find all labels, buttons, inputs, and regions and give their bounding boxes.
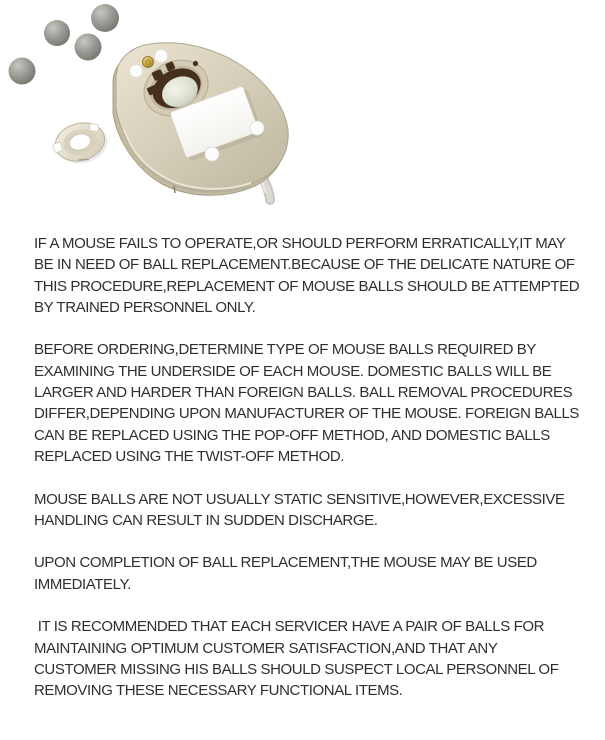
foot-front-right: [155, 50, 168, 63]
mouse-photo: [0, 0, 340, 215]
text-line: DIFFER,DEPENDING UPON MANUFACTURER OF THE MOUSE. FOREIGN BALLS: [34, 405, 579, 423]
mouse-ball-bottom-left: [9, 58, 36, 85]
text-line: REPLACED USING THE TWIST-OFF METHOD.: [34, 447, 345, 465]
text-line: HANDLING CAN RESULT IN SUDDEN DISCHARGE.: [34, 511, 378, 529]
paragraph-recommendation: [34, 616, 594, 701]
paragraph-ordering: [34, 339, 594, 467]
paragraph-completion: [34, 552, 594, 595]
text-line: IT IS RECOMMENDED THAT EACH SERVICER HAVE A PAIR OF BALLS FOR: [34, 618, 545, 636]
foot-rear-bottom: [205, 147, 219, 161]
text-line: LARGER AND HARDER THAN FOREIGN BALLS. BALL REMOVAL PROCEDURES: [34, 384, 573, 402]
text-line: BEFORE ORDERING,DETERMINE TYPE OF MOUSE BALLS REQUIRED BY: [34, 341, 537, 359]
text-line: IF A MOUSE FAILS TO OPERATE,OR SHOULD PERFORM ERRATICALLY,IT MAY: [34, 235, 566, 252]
case-notch: [174, 186, 175, 193]
text-line: EXAMINING THE UNDERSIDE OF EACH MOUSE. DOMESTIC BALLS WILL BE: [34, 362, 552, 380]
text-line: MOUSE BALLS ARE NOT USUALLY STATIC SENSITIVE,HOWEVER,EXCESSIVE: [34, 490, 565, 508]
memo-text: [34, 233, 594, 723]
paragraph-intro: [34, 233, 594, 318]
paragraph-static: [34, 489, 594, 532]
text-line: BY TRAINED PERSONNEL ONLY.: [34, 298, 256, 316]
retaining-ring: [49, 117, 112, 170]
mouse-ball-middle: [75, 34, 102, 61]
screw: [143, 57, 154, 68]
text-line: UPON COMPLETION OF BALL REPLACEMENT,THE MOUSE MAY BE USED: [34, 554, 537, 572]
text-line: CUSTOMER MISSING HIS BALLS SHOULD SUSPECT LOCAL PERSONNEL OF: [34, 660, 559, 678]
text-line: CAN BE REPLACED USING THE POP-OFF METHOD, AND DOMESTIC BALLS: [34, 426, 550, 444]
text-line: MAINTAINING OPTIMUM CUSTOMER SATISFACTION,AND THAT ANY: [34, 639, 498, 657]
text-line: REMOVING THESE NECESSARY FUNCTIONAL ITEMS.: [34, 682, 403, 700]
foot-front-left: [130, 65, 143, 78]
text-line: IMMEDIATELY.: [34, 575, 131, 593]
mouse-ball-top: [91, 4, 119, 32]
text-line: BE IN NEED OF BALL REPLACEMENT.BECAUSE OF THE DELICATE NATURE OF: [34, 256, 575, 274]
text-line: THIS PROCEDURE,REPLACEMENT OF MOUSE BALLS SHOULD BE ATTEMPTED: [34, 277, 580, 295]
foot-rear-right: [250, 121, 264, 135]
mouse-ball-left: [44, 20, 70, 46]
